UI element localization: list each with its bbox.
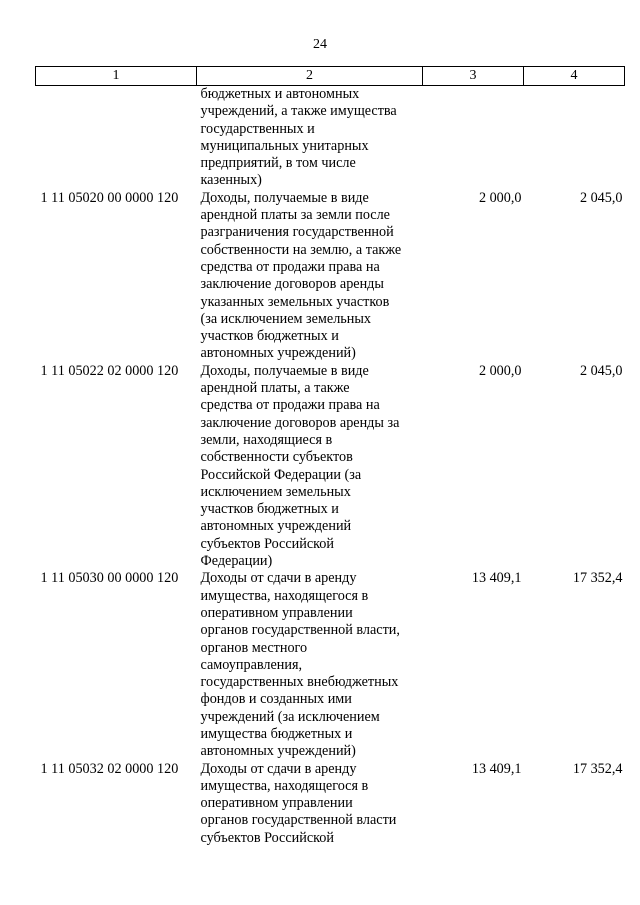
description-line: самоуправления, <box>200 656 303 673</box>
revenue-code <box>36 86 197 190</box>
description-line: участков бюджетных и <box>200 501 339 518</box>
description-line: собственности на землю, а также <box>200 241 402 258</box>
description-line: Доходы от сдачи в аренду <box>200 570 357 587</box>
description-line: Федерации) <box>200 553 273 570</box>
amount-col-4: 2 045,0 <box>579 362 623 379</box>
table-row <box>36 190 625 363</box>
description-line: заключение договоров аренды за <box>200 414 400 431</box>
amount-col-3: 2 000,0 <box>478 362 522 379</box>
revenue-description <box>197 190 423 363</box>
revenue-description <box>197 570 423 760</box>
amount-col-4: 2 045,0 <box>579 189 623 206</box>
description-line: учреждений, а также имущества <box>200 103 397 120</box>
description-line: (за исключением земельных <box>200 310 371 327</box>
header-col-1: 1 <box>36 67 197 86</box>
description-line: автономных учреждений) <box>200 743 356 760</box>
table-row <box>36 363 625 571</box>
revenue-code: 1 11 05022 02 0000 120 <box>40 362 179 379</box>
page-number: 24 <box>313 37 327 52</box>
table-row <box>36 761 625 847</box>
header-col-4: 4 <box>524 67 625 86</box>
description-line: заключение договоров аренды <box>200 276 384 293</box>
description-line: органов государственной власти, <box>200 622 400 639</box>
description-line: средства от продажи права на <box>200 397 380 414</box>
table-row <box>36 570 625 760</box>
amount-col-3: 13 409,1 <box>471 570 522 587</box>
budget-table <box>35 66 625 847</box>
description-line: арендной платы за земли после <box>200 207 390 224</box>
description-line: оперативном управлении <box>200 604 353 621</box>
description-line: Российской Федерации (за <box>200 466 362 483</box>
description-line: субъектов Российской <box>200 829 334 846</box>
description-line: имущества бюджетных и <box>200 725 353 742</box>
description-line: муниципальных унитарных <box>200 137 369 154</box>
description-line: средства от продажи права на <box>200 258 380 275</box>
description-line: имущества, находящегося в <box>200 587 369 604</box>
header-col-3: 3 <box>423 67 524 86</box>
amount-col-3: 2 000,0 <box>478 189 522 206</box>
description-line: органов государственной власти <box>200 812 397 829</box>
revenue-code: 1 11 05030 00 0000 120 <box>40 570 179 587</box>
amount-col-3: 13 409,1 <box>471 760 522 777</box>
description-line: Доходы от сдачи в аренду <box>200 760 357 777</box>
description-line: имущества, находящегося в <box>200 777 369 794</box>
description-line: автономных учреждений) <box>200 345 356 362</box>
description-line: земли, находящиеся в <box>200 431 333 448</box>
table-row <box>36 86 625 190</box>
revenue-description <box>197 761 423 847</box>
description-line: субъектов Российской <box>200 535 334 552</box>
revenue-code: 1 11 05020 00 0000 120 <box>40 189 179 206</box>
description-line: фондов и созданных ими <box>200 691 352 708</box>
description-line: казенных) <box>200 172 262 189</box>
description-line: автономных учреждений <box>200 518 352 535</box>
amount-col-4 <box>524 86 625 190</box>
description-line: собственности субъектов <box>200 449 353 466</box>
table-header <box>36 67 625 86</box>
description-line: разграничения государственной <box>200 224 394 241</box>
description-line: исключением земельных <box>200 483 351 500</box>
description-line: арендной платы, а также <box>200 380 350 397</box>
description-line: Доходы, получаемые в виде <box>200 362 369 379</box>
description-line: участков бюджетных и <box>200 328 339 345</box>
revenue-code: 1 11 05032 02 0000 120 <box>40 760 179 777</box>
description-line: органов местного <box>200 639 308 656</box>
amount-col-4: 17 352,4 <box>572 760 623 777</box>
table-body <box>36 86 625 848</box>
revenue-description <box>197 363 423 571</box>
amount-col-3 <box>423 86 524 190</box>
description-line: Доходы, получаемые в виде <box>200 189 369 206</box>
amount-col-4: 17 352,4 <box>572 570 623 587</box>
revenue-description <box>197 86 423 190</box>
header-col-2: 2 <box>197 67 423 86</box>
description-line: учреждений (за исключением <box>200 708 380 725</box>
description-line: указанных земельных участков <box>200 293 390 310</box>
description-line: бюджетных и автономных <box>200 86 360 102</box>
description-line: государственных внебюджетных <box>200 674 399 691</box>
description-line: оперативном управлении <box>200 795 353 812</box>
description-line: предприятий, в том числе <box>200 155 356 172</box>
description-line: государственных и <box>200 120 315 137</box>
